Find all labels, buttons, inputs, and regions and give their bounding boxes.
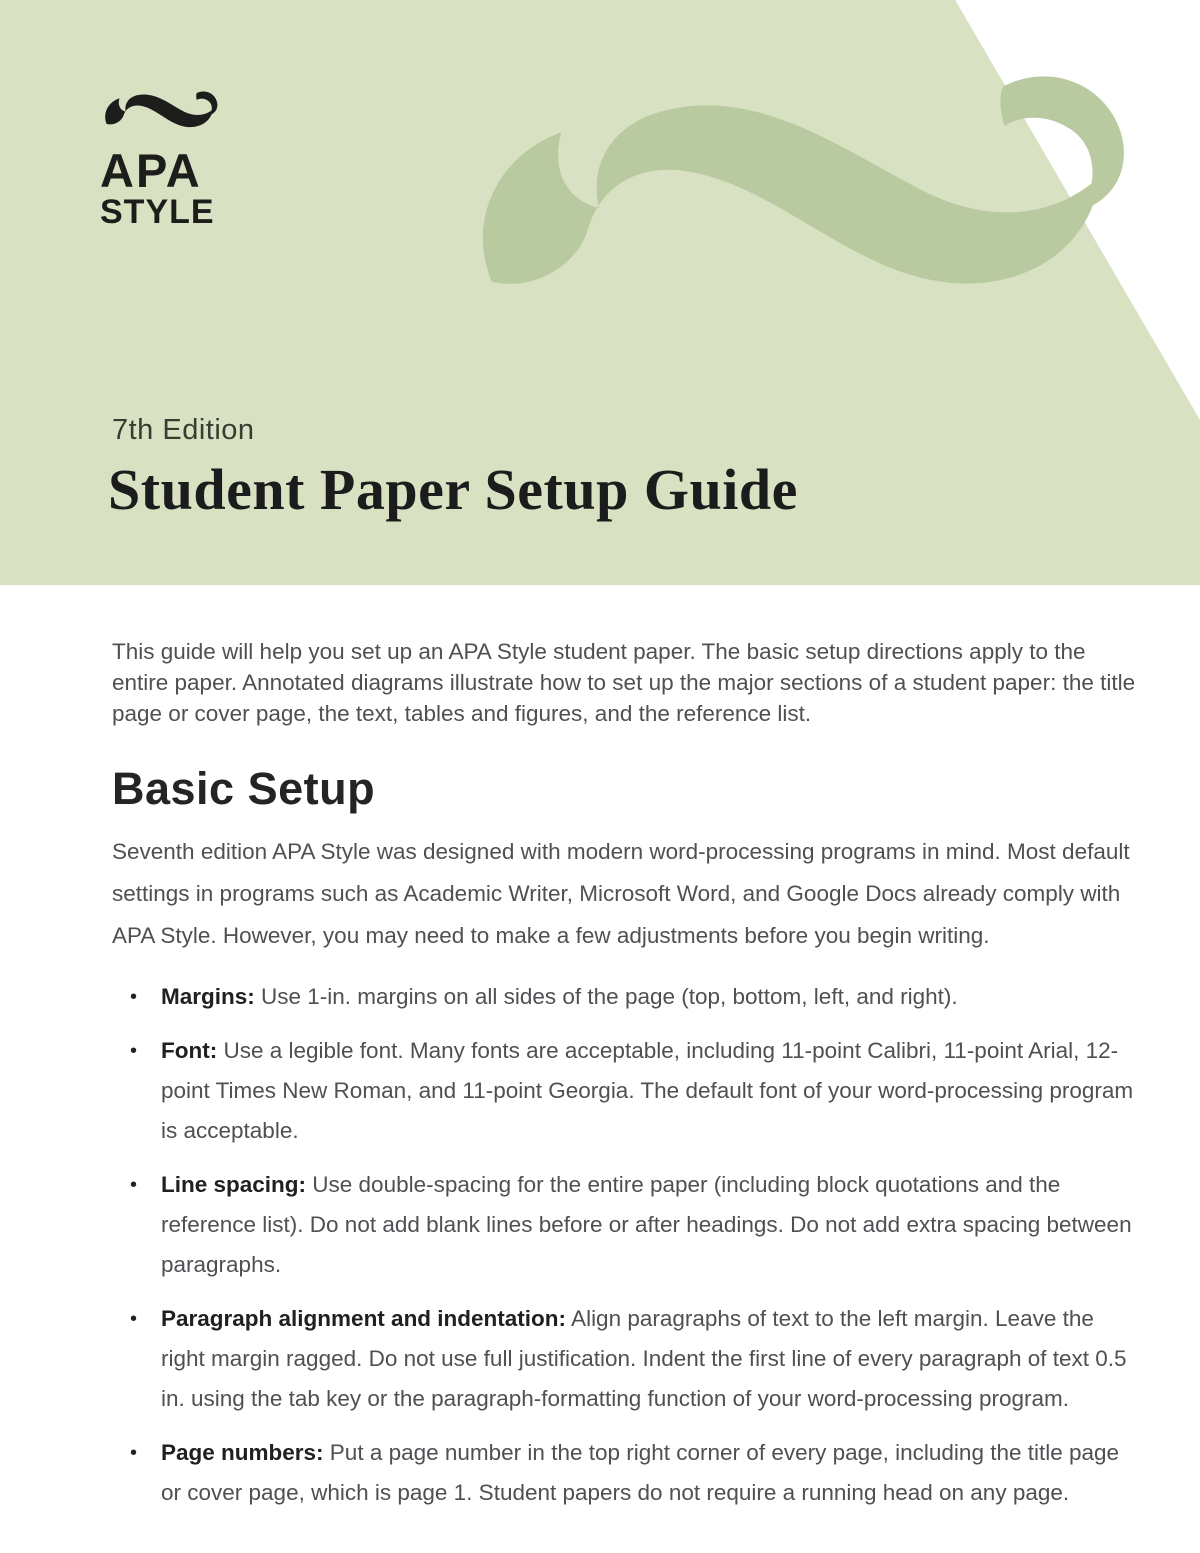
list-item bbox=[130, 1165, 1142, 1285]
bullet-label: Paragraph alignment and indentation: bbox=[161, 1306, 567, 1331]
bullet-body: Use double-spacing for the entire paper (including block quotations and the reference list). Do not add blank lines before or after headings. Do not add extra spacing between paragraphs. bbox=[161, 1171, 1132, 1277]
bullet-dot: • bbox=[130, 1039, 138, 1062]
basic-setup-paragraph: Seventh edition APA Style was designed with modern word-processing programs in mind. Most default settings in programs such as Academic Writer, Microsoft Word, and Google Docs already comply with APA Style. However, you may need to make a few adjustments before you begin writing. bbox=[112, 839, 1130, 948]
bullet-label: Line spacing: bbox=[161, 1171, 307, 1197]
bullet-body: Put a page number in the top right corner of every page, including the title page or cover page, which is page 1. Student papers do not require a running head on any page. bbox=[161, 1440, 1120, 1506]
apa-flourish-icon bbox=[100, 84, 222, 141]
logo-text-apa: APA bbox=[100, 144, 202, 197]
logo-text-style: STYLE bbox=[100, 192, 215, 231]
bullet-text bbox=[161, 1031, 1142, 1151]
bullet-list bbox=[112, 977, 1142, 1514]
page-title: Student Paper Setup Guide bbox=[108, 457, 798, 522]
edition-label: 7th Edition bbox=[112, 414, 255, 446]
list-item bbox=[130, 1031, 1142, 1151]
decorative-flourish-icon bbox=[447, 30, 1158, 381]
bullet-label: Page numbers: bbox=[161, 1440, 324, 1466]
body-content bbox=[0, 585, 1200, 1527]
intro-paragraph: This guide will help you set up an APA Style student paper. The basic setup directions apply to the entire paper. Annotated diagrams illustrate how to set up the major sections of a student paper: the title page or cover page, the text, tables and figures, and the reference list. bbox=[112, 639, 1136, 727]
bullet-dot: • bbox=[130, 985, 138, 1008]
bullet-label: Font: bbox=[161, 1037, 218, 1063]
list-item bbox=[130, 1433, 1142, 1513]
apa-style-logo bbox=[100, 84, 330, 231]
bullet-dot: • bbox=[130, 1173, 138, 1196]
bullet-text bbox=[161, 1299, 1142, 1419]
list-item bbox=[130, 977, 1142, 1017]
bullet-text bbox=[161, 1165, 1142, 1285]
bullet-text bbox=[161, 1433, 1142, 1513]
bullet-dot: • bbox=[130, 1442, 138, 1465]
bullet-dot: • bbox=[130, 1308, 138, 1330]
bullet-text bbox=[161, 977, 1142, 1017]
section-heading-basic-setup: Basic Setup bbox=[112, 763, 376, 815]
bullet-body: Use 1-in. margins on all sides of the page (top, bottom, left, and right). bbox=[254, 983, 958, 1009]
bullet-body: Align paragraphs of text to the left margin. Leave the right margin ragged. Do not use full justification. Indent the first line of every paragraph of text 0.5 in. using the tab key or the paragraph-formatting function of your word-processing program. bbox=[161, 1306, 1127, 1412]
bullet-body: Use a legible font. Many fonts are acceptable, including 11-point Calibri, 11-point Arial, 12-point Times New Roman, and 11-point Georgia. The default font of your word-processing program is acceptable. bbox=[161, 1037, 1134, 1143]
bullet-label: Margins: bbox=[161, 983, 255, 1009]
list-item bbox=[130, 1299, 1142, 1419]
